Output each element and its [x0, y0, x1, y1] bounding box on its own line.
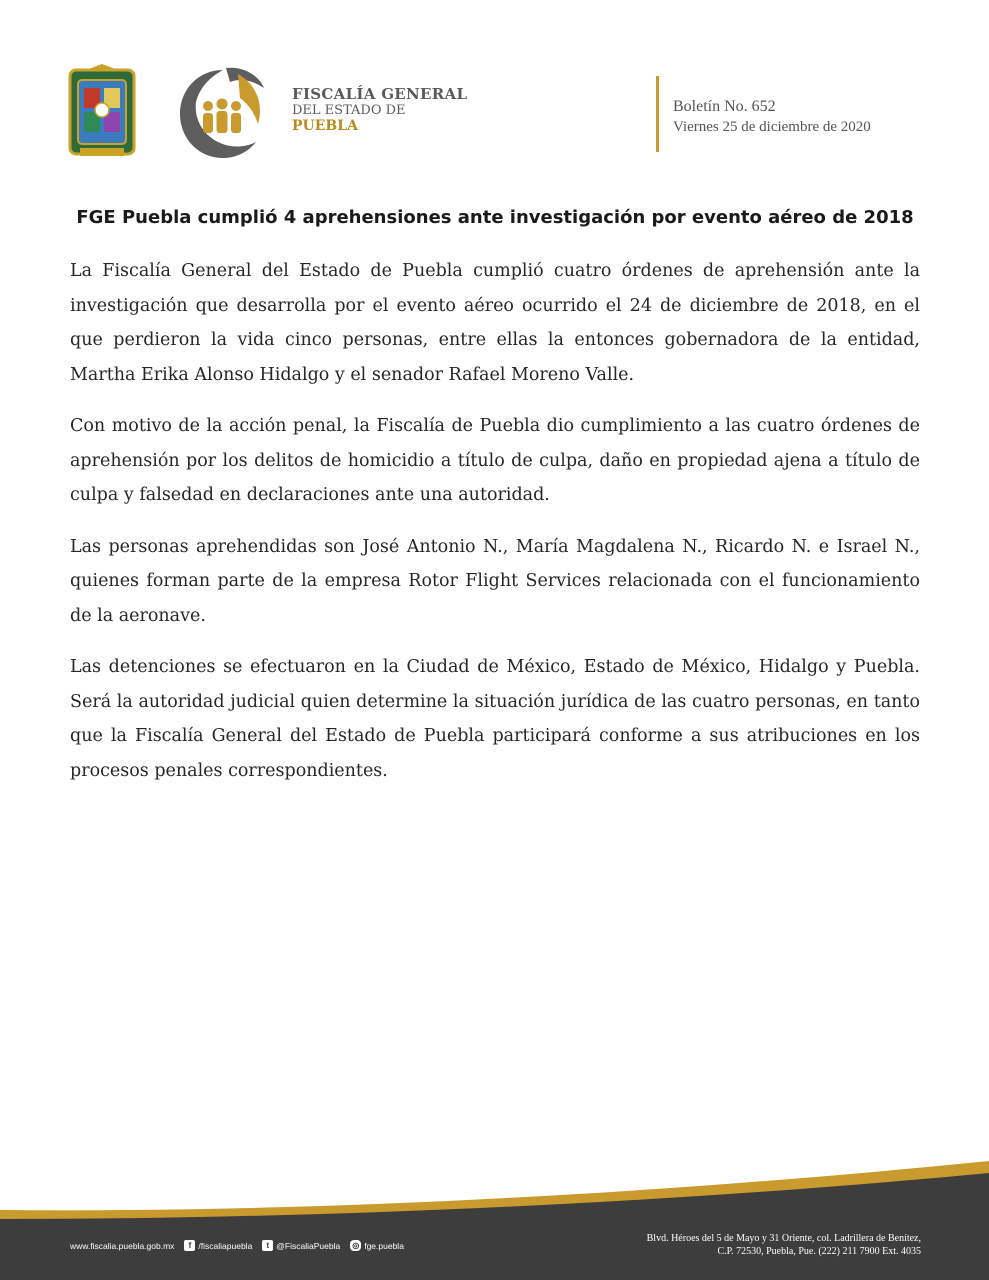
agency-line-2: DEL ESTADO DE: [292, 103, 406, 118]
bulletin-info: [673, 96, 871, 137]
paragraph: Las personas aprehendidas son José Antonio N., María Magdalena N., Ricardo N. e Israel N., quienes forman parte de la empresa Rotor Flight Services relacionada con el funcionamiento de la aeronave.: [70, 536, 920, 626]
agency-name: [292, 86, 467, 134]
address-line-2: C.P. 72530, Puebla, Pue. (222) 211 7900 Ext. 4035: [717, 1246, 921, 1257]
agency-line-1: FISCALÍA GENERAL: [292, 85, 468, 103]
bulletin-number: Boletín No. 652: [673, 98, 776, 115]
website-link[interactable]: www.fiscalia.puebla.gob.mx: [70, 1240, 175, 1251]
footer-band: [0, 1155, 989, 1280]
footer-address: [647, 1232, 921, 1258]
agency-line-3: PUEBLA: [292, 118, 358, 134]
instagram-link[interactable]: [350, 1240, 404, 1251]
state-seal-icon: [66, 64, 138, 164]
header-divider: [656, 76, 659, 152]
twitter-icon: t: [262, 1240, 273, 1251]
facebook-handle: /fiscaliapuebla: [198, 1240, 253, 1251]
bulletin-date: Viernes 25 de diciembre de 2020: [673, 119, 871, 135]
fge-eagle-logo-icon: [178, 64, 268, 164]
headline: FGE Puebla cumplió 4 aprehensiones ante investigación por evento aéreo de 2018: [76, 207, 914, 228]
paragraph: La Fiscalía General del Estado de Puebla cumplió cuatro órdenes de aprehensión ante la investigación que desarrolla por el evento aéreo ocurrido el 24 de diciembre de 2018, en el que perdieron la vida cinco personas, entre ellas la entonces gobernadora de la entidad, Martha Erika Alonso Hidalgo y el senador Rafael Moreno Valle.: [70, 261, 920, 385]
letterhead: [0, 0, 989, 180]
twitter-link[interactable]: [262, 1240, 340, 1251]
paragraph: Con motivo de la acción penal, la Fiscalía de Puebla dio cumplimiento a las cuatro órdenes de aprehensión por los delitos de homicidio a título de culpa, daño en propiedad ajena a título de culpa y falsedad en declaraciones ante una autoridad.: [70, 416, 920, 505]
address-line-1: Blvd. Héroes del 5 de Mayo y 31 Oriente, col. Ladrillera de Benítez,: [646, 1233, 921, 1244]
facebook-link[interactable]: [184, 1240, 252, 1251]
article-body: [70, 254, 920, 805]
twitter-handle: @FiscaliaPuebla: [276, 1240, 341, 1251]
instagram-handle: fge.puebla: [364, 1240, 404, 1251]
paragraph: Las detenciones se efectuaron en la Ciudad de México, Estado de México, Hidalgo y Puebla. Será la autoridad judicial quien determine la situación jurídica de las cuatro personas, en tanto que la Fiscalía General del Estado de Puebla participará conforme a sus atribuciones en los procesos penales correspondientes.: [70, 657, 920, 781]
facebook-icon: f: [184, 1240, 195, 1251]
instagram-icon: ◎: [350, 1240, 361, 1251]
footer-contact: [70, 1240, 404, 1251]
